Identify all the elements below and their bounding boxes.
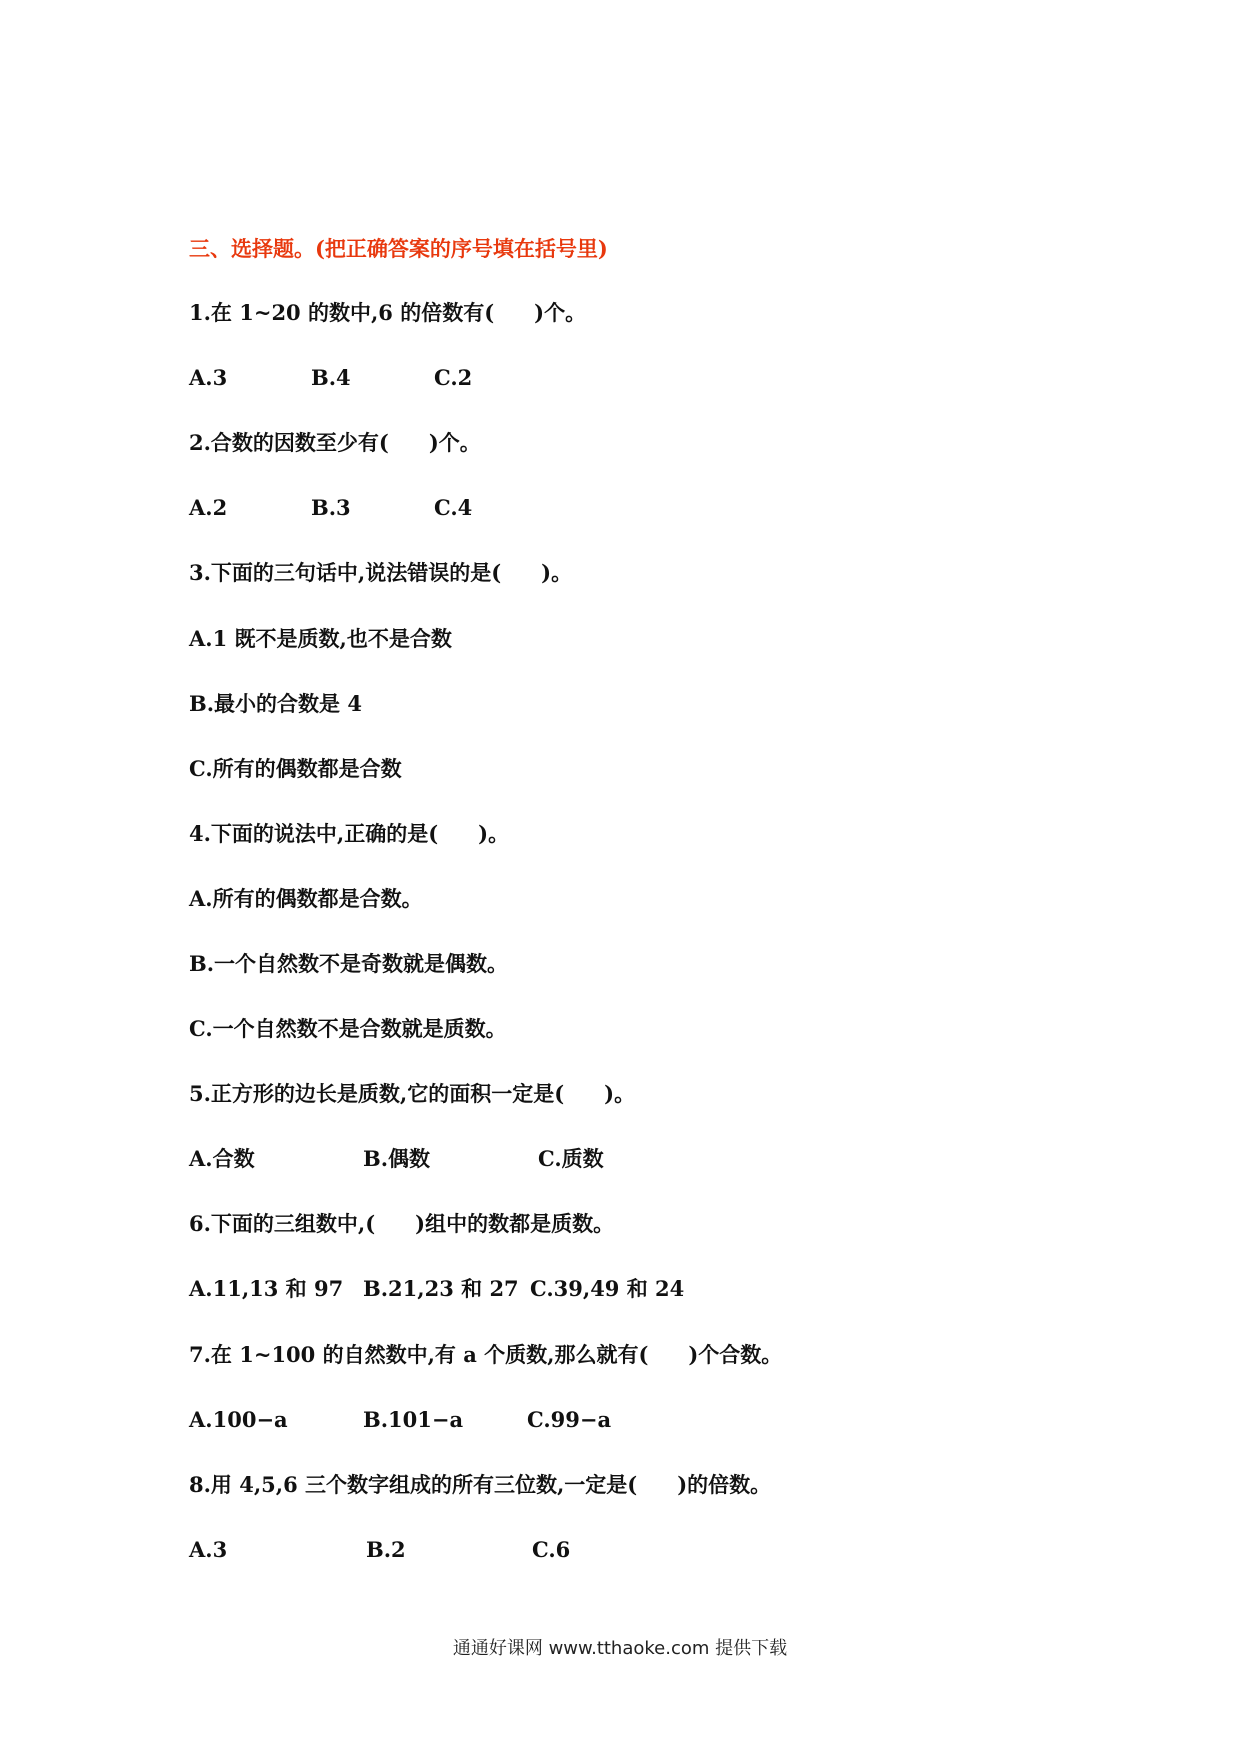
option-6c: C.39,49 和 24 bbox=[530, 1276, 685, 1301]
question-1-stem-end: )个。 bbox=[534, 300, 587, 325]
option-4b: B.一个自然数不是奇数就是偶数。 bbox=[189, 951, 509, 976]
question-7-stem-end: )个合数。 bbox=[688, 1342, 783, 1367]
option-2c: C.4 bbox=[434, 495, 473, 520]
option-5c: C.质数 bbox=[538, 1146, 604, 1171]
question-6 bbox=[189, 1213, 614, 1234]
question-8-stem: 8.用 4,5,6 三个数字组成的所有三位数,一定是( bbox=[189, 1472, 638, 1497]
option-7c: C.99−a bbox=[527, 1407, 612, 1432]
option-4c: C.一个自然数不是合数就是质数。 bbox=[189, 1016, 507, 1041]
question-4 bbox=[189, 823, 509, 844]
option-5a: A.合数 bbox=[189, 1146, 255, 1171]
option-3a: A.1 既不是质数,也不是合数 bbox=[189, 626, 452, 651]
option-2b: B.3 bbox=[311, 495, 351, 520]
option-8c: C.6 bbox=[532, 1537, 571, 1562]
option-1b: B.4 bbox=[311, 365, 351, 390]
question-2-stem: 2.合数的因数至少有( bbox=[189, 430, 389, 455]
question-1-stem: 1.在 1~20 的数中,6 的倍数有( bbox=[189, 300, 495, 325]
option-3b: B.最小的合数是 4 bbox=[189, 691, 362, 716]
option-8a: A.3 bbox=[189, 1537, 228, 1562]
question-3-stem: 3.下面的三句话中,说法错误的是( bbox=[189, 560, 502, 585]
question-3-stem-end: )。 bbox=[541, 560, 573, 585]
question-5-stem-end: )。 bbox=[604, 1081, 636, 1106]
option-6b: B.21,23 和 27 bbox=[363, 1276, 519, 1301]
question-1 bbox=[189, 302, 586, 323]
section-title: 三、选择题。(把正确答案的序号填在括号里) bbox=[189, 236, 608, 261]
question-6-stem: 6.下面的三组数中,( bbox=[189, 1211, 376, 1236]
question-7 bbox=[189, 1344, 782, 1365]
question-6-stem-end: )组中的数都是质数。 bbox=[415, 1211, 615, 1236]
option-8b: B.2 bbox=[366, 1537, 406, 1562]
option-5b: B.偶数 bbox=[363, 1146, 431, 1171]
option-6a: A.11,13 和 97 bbox=[189, 1276, 344, 1301]
option-3c: C.所有的偶数都是合数 bbox=[189, 756, 402, 781]
question-8-stem-end: )的倍数。 bbox=[677, 1472, 772, 1497]
download-footer: 通通好课网 www.tthaoke.com 提供下载 bbox=[452, 1638, 788, 1659]
question-2-stem-end: )个。 bbox=[428, 430, 481, 455]
question-7-stem: 7.在 1~100 的自然数中,有 a 个质数,那么就有( bbox=[189, 1342, 649, 1367]
question-4-stem-end: )。 bbox=[478, 821, 510, 846]
question-5 bbox=[189, 1083, 635, 1104]
question-3 bbox=[189, 562, 572, 583]
question-5-stem: 5.正方形的边长是质数,它的面积一定是( bbox=[189, 1081, 565, 1106]
question-2 bbox=[189, 432, 481, 453]
option-4a: A.所有的偶数都是合数。 bbox=[189, 886, 423, 911]
option-1c: C.2 bbox=[434, 365, 473, 390]
option-7a: A.100−a bbox=[189, 1407, 288, 1432]
question-8 bbox=[189, 1474, 771, 1495]
option-1a: A.3 bbox=[189, 365, 228, 390]
question-4-stem: 4.下面的说法中,正确的是( bbox=[189, 821, 439, 846]
option-2a: A.2 bbox=[189, 495, 228, 520]
option-7b: B.101−a bbox=[363, 1407, 464, 1432]
